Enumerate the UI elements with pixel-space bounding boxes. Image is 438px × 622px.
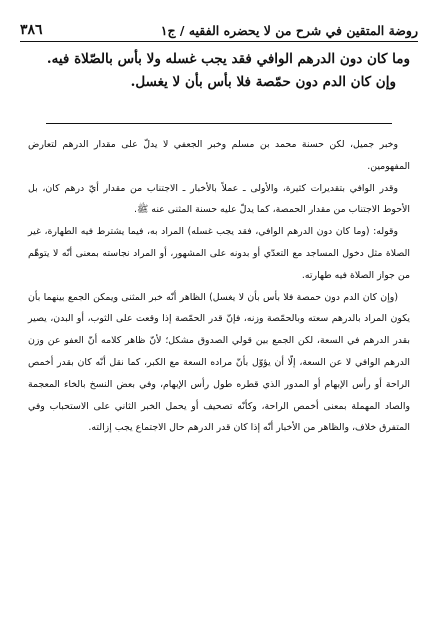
commentary-paragraph: وقوله: (وما كان دون الدرهم الوافي، فقد يجب غسله) المراد به، فيما يشترط فيه الطهارة، غير الصلاة مثل دخول المساجد مع التعدّي أو بدونه على المشهور، أو المراد نجاسته بمعنى أنّه لا يتوهّم من جواز الصلاة فيه طهارته. [28, 226, 410, 281]
commentary-paragraph: (وإن كان الدم دون حمصة فلا بأس بأن لا يغسل) الظاهر أنّه خبر المثنى ويمكن الجمع بينهما بأن يكون المراد بالدرهم سعته وبالحمّصة وزنه، فإنّ قدر الحمّصة إذا وقعت على الثوب، أو البدن، يصير بقدر الدرهم في السعة، لكن الجمع بين قولي الصدوق مشكل؛ لأنّ ظاهر كلامه أنّ العفو عن وزن الدرهم الوافي لا عن السعة، إلّا أن يؤوّل بأنّ مراده السعة مع الكبر، كما نقل أنّه كان بقدر أخمص الراحة أو رأس الإبهام أو المدور الذي قطره طول رأس الإبهام، وفي بعض النسخ بالخاء المعجمة والصاد المهملة بمعنى أخمص الراحة، وكأنّه تصحيف أو يحمل الخبر الثاني على الاستحباب وفي المتفرق خلاف، والظاهر من الأخبار أنّه إذا كان قدر الدرهم حال الاجتماع يجب إزالته. [28, 291, 410, 434]
header-divider [20, 41, 418, 42]
main-text-line: وما كان دون الدرهم الوافي فقد يجب غسله ولا بأس بالصّلاة فيه. [46, 51, 410, 67]
commentary-paragraph: وقدر الوافي بتقديرات كثيرة، والأولى ـ عملاً بالأخبار ـ الاجتناب من مقدار أيّ درهم كان، بل الأحوط الاجتناب من مقدار الحمصة، كما يدلّ عليه حسنة المثنى عنه ﷺ. [28, 182, 410, 216]
commentary-block [28, 134, 410, 439]
page-number: ٣٨٦ [20, 22, 43, 38]
commentary-paragraph: وخبر جميل، لكن حسنة محمد بن مسلم وخبر الجعفي لا يدلّ على مقدار الدرهم لتعارض المفهومين. [28, 139, 410, 172]
page-header [20, 16, 418, 38]
main-text-block [28, 48, 410, 94]
main-text-line: وإن كان الدم دون حمّصة فلا بأس بأن لا يغسل. [130, 74, 396, 90]
section-divider [46, 123, 392, 124]
running-title: روضة المتقين في شرح من لا يحضره الفقيه / ج١ [160, 23, 418, 38]
